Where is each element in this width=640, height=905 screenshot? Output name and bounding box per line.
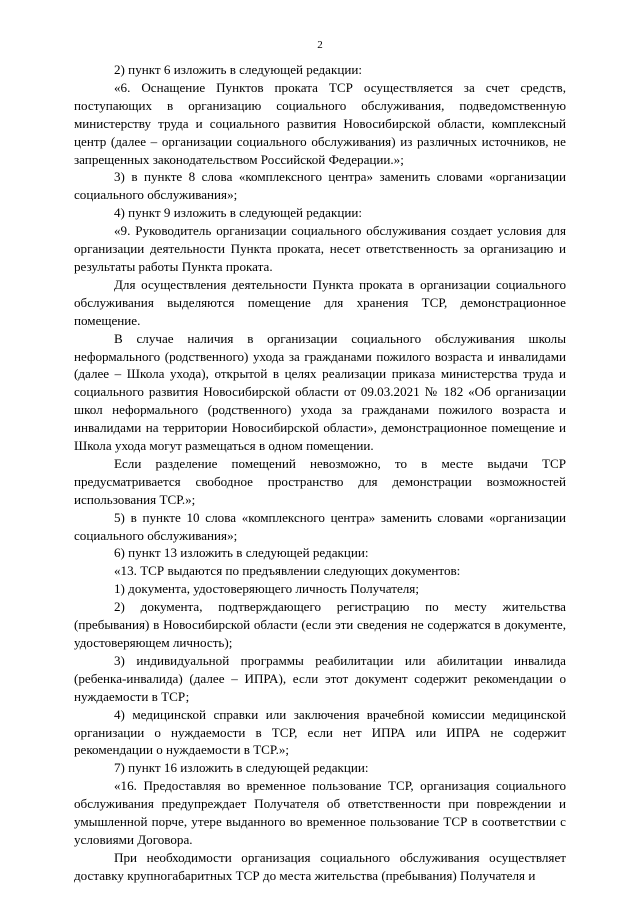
paragraph-10: 6) пункт 13 изложить в следующей редакции:	[114, 545, 369, 561]
paragraph-16: 7) пункт 16 изложить в следующей редакции:	[114, 760, 369, 776]
page-number: 2	[317, 39, 323, 51]
paragraph-12: 1) документа, удостоверяющего личность Получателя;	[114, 581, 419, 597]
paragraph-14: 3) индивидуальной программы реабилитации или абилитации инвалида (ребенка-инвалида) (далее – ИПРА), если этот документ содержит рекомендации о нуждаемости в ТСР;	[74, 652, 566, 704]
paragraph-1: 2) пункт 6 изложить в следующей редакции:	[114, 62, 362, 77]
paragraph-4: 4) пункт 9 изложить в следующей редакции:	[114, 205, 362, 221]
paragraph-17: «16. Предоставляя во временное пользование ТСР, организация социального обслуживания предупреждает Получателя об ответственности при повреждении и умышленной порче, утере выданного во временное пользование ТСР в соответствии с условиями Договора.	[74, 778, 566, 847]
paragraph-5: «9. Руководитель организации социального обслуживания создает условия для организации деятельности Пункта проката, несет ответственность за организацию и результаты работы Пункта проката.	[74, 223, 566, 274]
paragraph-15: 4) медицинской справки или заключения врачебной комиссии медицинской организации о нуждаемости в ТСР, если нет ИПРА или ИПРА не содержит рекомендации о нуждаемости в ТСР.»;	[74, 706, 566, 758]
document-body	[74, 61, 566, 885]
paragraph-9: 5) в пункте 10 слова «комплексного центра» заменить словами «организации социального обслуживания»;	[74, 509, 566, 543]
paragraph-6: Для осуществления деятельности Пункта проката в организации социального обслуживания выделяются помещение для хранения ТСР, демонстрационное помещение.	[74, 276, 566, 328]
paragraph-11: «13. ТСР выдаются по предъявлении следующих документов:	[114, 563, 461, 579]
paragraph-18: При необходимости организация социального обслуживания осуществляет доставку крупногабаритных ТСР до места жительства (пребывания) Получателя и	[74, 849, 566, 883]
paragraph-7: В случае наличия в организации социального обслуживания школы неформального (родственного) ухода за гражданами пожилого возраста и инвалидами (далее – Школа ухода), открытой в целях реализации приказа министерства труда и социального развития Новосибирской области от 09.03.2021 № 182 «Об организации школ неформального (родственного) ухода за гражданами пожилого возраста и инвалидами на территории Новосибирской области», демонстрационное помещение и Школа ухода могут размещаться в одном помещении.	[74, 330, 566, 454]
paragraph-3: 3) в пункте 8 слова «комплексного центра» заменить словами «организации социального обслуживания»;	[74, 169, 566, 203]
paragraph-8: Если разделение помещений невозможно, то в месте выдачи ТСР предусматривается свободное пространство для демонстрации возможностей использования ТСР.»;	[74, 455, 566, 507]
paragraph-2: «6. Оснащение Пунктов проката ТСР осуществляется за счет средств, поступающих в организацию социального обслуживания, подведомственную министерству труда и социального развития Новосибирской области, комплексный центр (далее – организации социального обслуживания) из различных источников, не запрещенных законодательством Российской Федерации.»;	[74, 79, 566, 167]
paragraph-13: 2) документа, подтверждающего регистрацию по месту жительства (пребывания) в Новосибирской области (если эти сведения не содержатся в документе, удостоверяющем личность);	[74, 599, 566, 650]
